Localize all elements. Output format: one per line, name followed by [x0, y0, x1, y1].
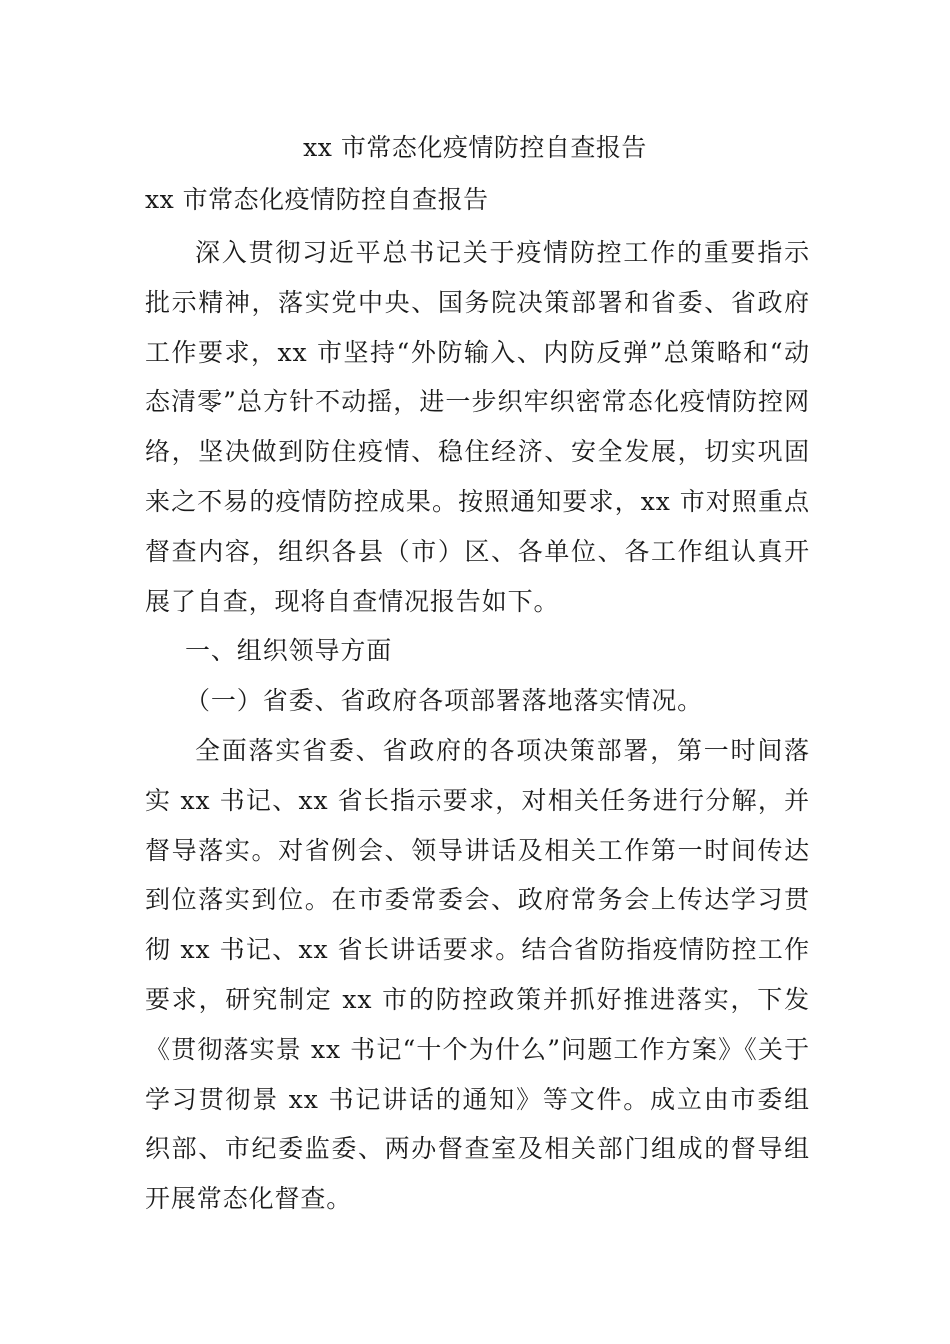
document-title: xx 市常态化疫情防控自查报告 — [303, 133, 647, 162]
section-heading: 一、组织领导方面 — [185, 636, 393, 666]
intro-paragraph: 深入贯彻习近平总书记关于疫情防控工作的重要指示批示精神，落实党中央、国务院决策部署和省委、省政府工作要求，xx 市坚持“外防输入、内防反弹”总策略和“动态清零”总方针不动摇，进一步织牢织密常态化疫情防控网络，坚决做到防住疫情、稳住经济、安全发展，切实巩固来之不易的疫情防控成果。按照通知要求，xx 市对照重点督查内容，组织各县（市）区、各单位、各工作组认真开展了自查，现将自查情况报告如下。 — [145, 238, 810, 616]
document-body — [145, 180, 810, 1224]
subsection-heading: （一）省委、省政府各项部署落地落实情况。 — [185, 686, 704, 716]
document-subtitle: xx 市常态化疫情防控自查报告 — [145, 185, 489, 214]
body-paragraph: 全面落实省委、省政府的各项决策部署，第一时间落实 xx 书记、xx 省长指示要求，对相关任务进行分解，并督导落实。对省例会、领导讲话及相关工作第一时间传达到位落实到位。在市委常委会、政府常务会上传达学习贯彻 xx 书记、xx 省长讲话要求。结合省防指疫情防控工作要求，研究制定 xx 市的防控政策并抓好推进落实，下发《贯彻落实景 xx 书记“十个为什么”问题工作方案》《关于学习贯彻景 xx 书记讲话的通知》等文件。成立由市委组织部、市纪委监委、两办督查室及相关部门组成的督导组开展常态化督查。 — [145, 735, 810, 1214]
